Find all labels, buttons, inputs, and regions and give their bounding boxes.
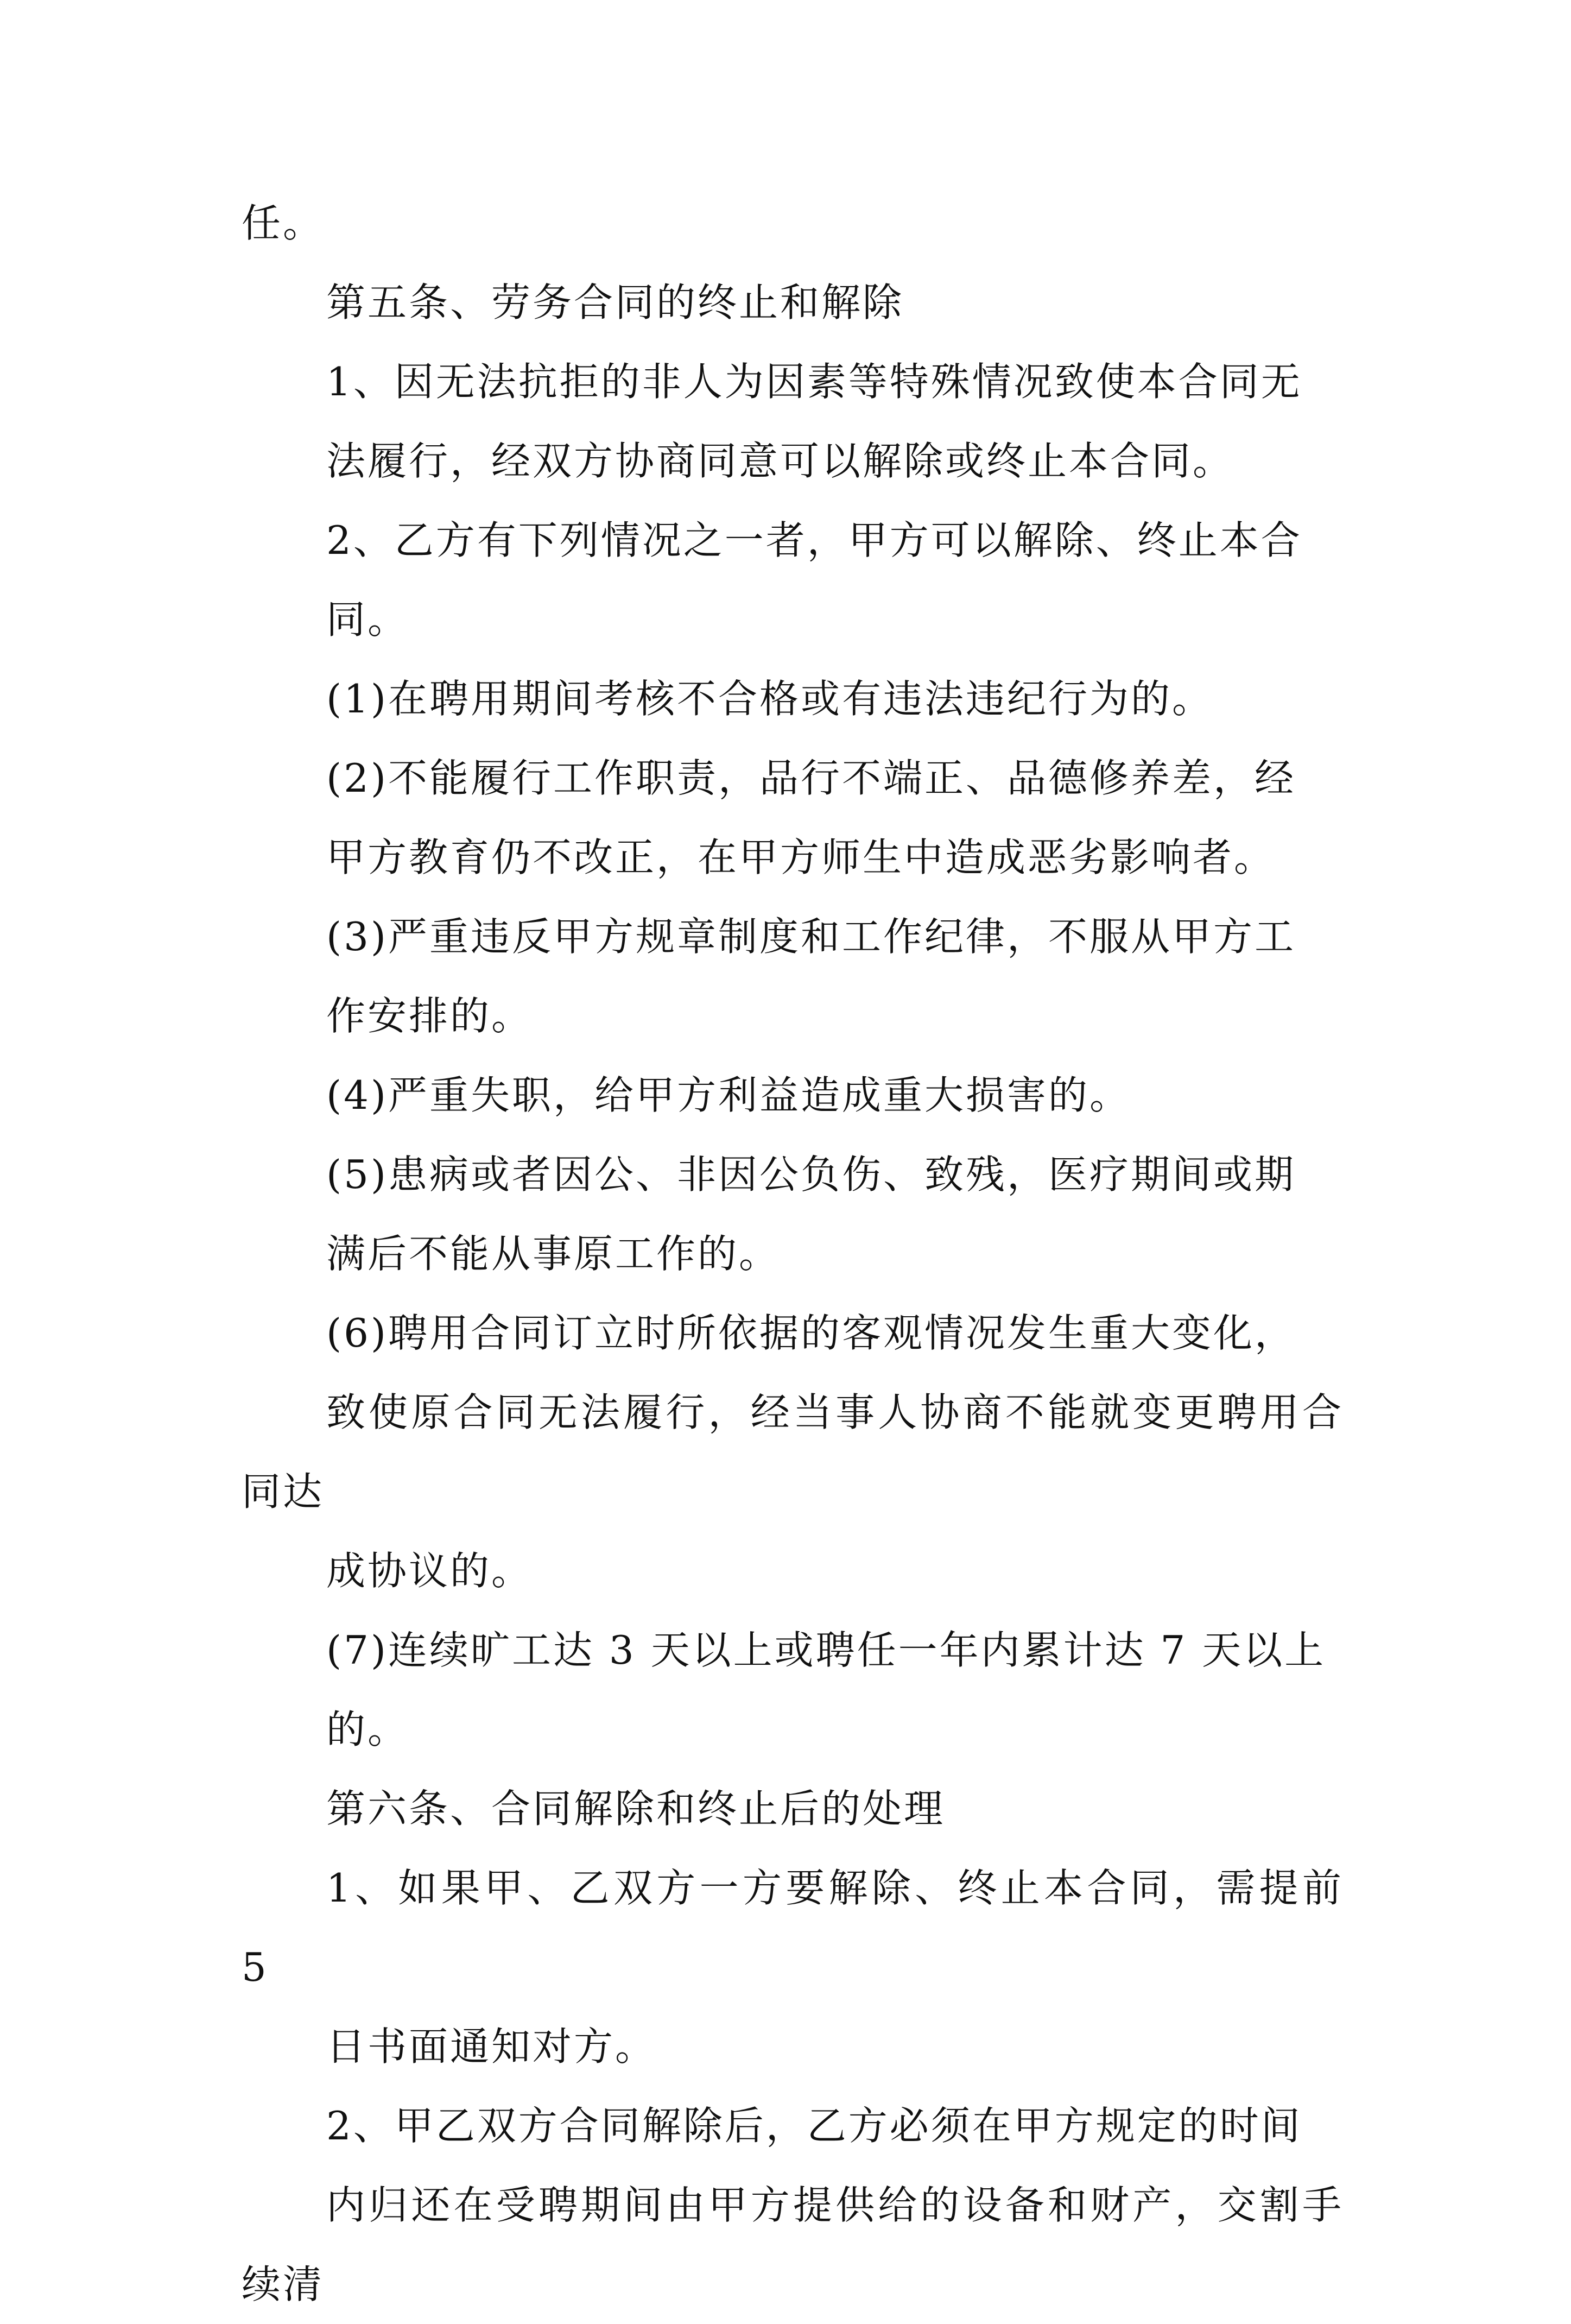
text-line: 1、如果甲、乙双方一方要解除、终止本合同，需提前 5 [242, 1865, 1344, 1990]
text-line: 1、因无法抗拒的非人为因素等特殊情况致使本合同无 [326, 359, 1302, 405]
text-line: 内归还在受聘期间由甲方提供给的设备和财产，交割手续清 [242, 2182, 1344, 2307]
paragraph [242, 184, 1344, 263]
text-line: 甲方教育仍不改正，在甲方师生中造成恶劣影响者。 [326, 835, 1276, 880]
paragraph [242, 501, 1344, 659]
text-line: 第六条、合同解除和终止后的处理 [326, 1786, 946, 1832]
text-line: (1)在聘用期间考核不合格或有违法违纪行为的。 [326, 676, 1213, 722]
text-line: (5)患病或者因公、非因公负伤、致残，医疗期间或期 [326, 1152, 1296, 1197]
text-line: 作安排的。 [326, 993, 533, 1039]
text-line: 2、甲乙双方合同解除后，乙方必须在甲方规定的时间 [326, 2103, 1302, 2149]
text-line: 致使原合同无法履行，经当事人协商不能就变更聘用合同达 [242, 1390, 1344, 1514]
text-line: 2、乙方有下列情况之一者，甲方可以解除、终止本合 [326, 517, 1302, 563]
paragraph [242, 738, 1344, 897]
text-line: 的。 [326, 1707, 409, 1752]
paragraph [242, 263, 1344, 342]
paragraph [242, 1135, 1344, 1293]
text-line: 日书面通知对方。 [326, 2024, 657, 2069]
paragraph [242, 1293, 1344, 1611]
paragraph [242, 1056, 1344, 1135]
paragraph [242, 2086, 1344, 2324]
text-line: 第五条、劳务合同的终止和解除 [326, 280, 904, 325]
paragraph [242, 1848, 1344, 2086]
paragraph [242, 342, 1344, 501]
text-line: 法履行，经双方协商同意可以解除或终止本合同。 [326, 438, 1234, 484]
text-line: (4)严重失职，给甲方利益造成重大损害的。 [326, 1072, 1131, 1118]
text-line: 同。 [326, 597, 409, 642]
paragraph [242, 659, 1344, 738]
text-line: 成协议的。 [326, 1548, 533, 1594]
text-line: (2)不能履行工作职责，品行不端正、品德修养差，经 [326, 755, 1296, 801]
text-line: (7)连续旷工达 3 天以上或聘任一年内累计达 7 天以上 [326, 1627, 1326, 1673]
text-line: (6)聘用合同订立时所依据的客观情况发生重大变化， [326, 1310, 1296, 1356]
text-line: (3)严重违反甲方规章制度和工作纪律，不服从甲方工 [326, 914, 1296, 959]
document-body [242, 184, 1344, 2324]
paragraph [242, 897, 1344, 1056]
paragraph [242, 1611, 1344, 1769]
text-line: 任。 [242, 200, 325, 246]
paragraph [242, 1769, 1344, 1848]
text-line: 满后不能从事原工作的。 [326, 1231, 781, 1277]
